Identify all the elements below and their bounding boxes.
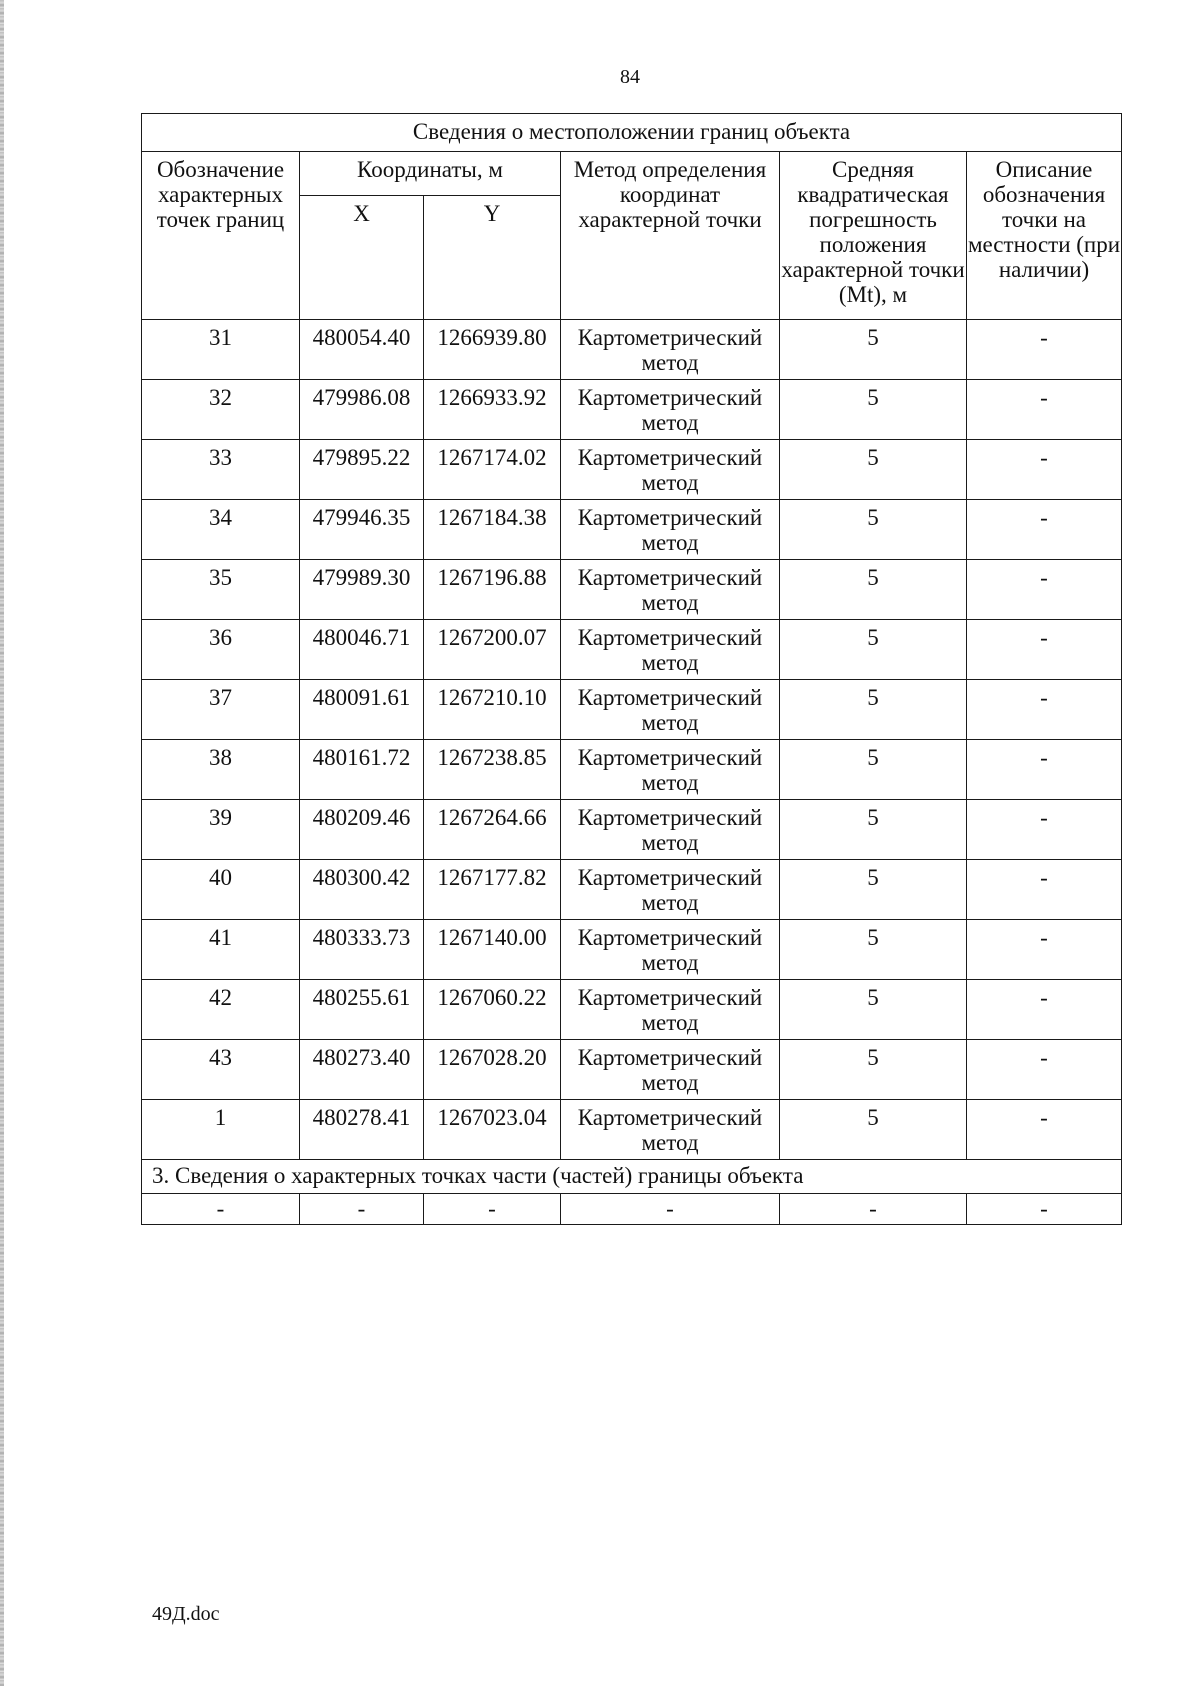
cell-y: 1267264.66 bbox=[424, 800, 561, 860]
table-row bbox=[142, 680, 1122, 740]
cell-x: 480046.71 bbox=[300, 620, 424, 680]
cell-x: 479989.30 bbox=[300, 560, 424, 620]
section-3-title: 3. Сведения о характерных точках части (частей) границы объекта bbox=[142, 1160, 1122, 1194]
footer-filename: 49Д.doc bbox=[152, 1603, 220, 1625]
table-row bbox=[142, 860, 1122, 920]
cell-point: 42 bbox=[142, 980, 300, 1040]
cell-y: 1266939.80 bbox=[424, 320, 561, 380]
cell-method: Картометрический метод bbox=[561, 560, 780, 620]
cell-method: Картометрический метод bbox=[561, 500, 780, 560]
cell-point: 33 bbox=[142, 440, 300, 500]
cell-accuracy: 5 bbox=[780, 1100, 967, 1160]
cell-y: 1267184.38 bbox=[424, 500, 561, 560]
cell-accuracy: 5 bbox=[780, 380, 967, 440]
header-method: Метод определения координат характерной точки bbox=[561, 152, 780, 320]
empty-cell: - bbox=[300, 1194, 424, 1225]
header-description: Описание обозначения точки на местности (при наличии) bbox=[967, 152, 1122, 320]
boundary-coordinates-table bbox=[141, 113, 1122, 1225]
table-row bbox=[142, 1040, 1122, 1100]
cell-y: 1267060.22 bbox=[424, 980, 561, 1040]
cell-point: 38 bbox=[142, 740, 300, 800]
section-3-row bbox=[142, 1160, 1122, 1194]
cell-point: 31 bbox=[142, 320, 300, 380]
cell-description: - bbox=[967, 740, 1122, 800]
table-row bbox=[142, 380, 1122, 440]
cell-method: Картометрический метод bbox=[561, 860, 780, 920]
cell-y: 1267028.20 bbox=[424, 1040, 561, 1100]
cell-point: 35 bbox=[142, 560, 300, 620]
cell-description: - bbox=[967, 620, 1122, 680]
cell-description: - bbox=[967, 500, 1122, 560]
cell-point: 43 bbox=[142, 1040, 300, 1100]
cell-x: 479946.35 bbox=[300, 500, 424, 560]
table-row bbox=[142, 920, 1122, 980]
cell-y: 1267174.02 bbox=[424, 440, 561, 500]
cell-x: 480255.61 bbox=[300, 980, 424, 1040]
cell-method: Картометрический метод bbox=[561, 680, 780, 740]
cell-x: 480209.46 bbox=[300, 800, 424, 860]
cell-x: 479986.08 bbox=[300, 380, 424, 440]
table-row bbox=[142, 560, 1122, 620]
empty-cell: - bbox=[967, 1194, 1122, 1225]
cell-x: 480161.72 bbox=[300, 740, 424, 800]
cell-description: - bbox=[967, 1040, 1122, 1100]
cell-accuracy: 5 bbox=[780, 560, 967, 620]
cell-method: Картометрический метод bbox=[561, 740, 780, 800]
cell-accuracy: 5 bbox=[780, 680, 967, 740]
cell-y: 1267023.04 bbox=[424, 1100, 561, 1160]
table-row bbox=[142, 500, 1122, 560]
cell-description: - bbox=[967, 560, 1122, 620]
cell-point: 40 bbox=[142, 860, 300, 920]
table-row bbox=[142, 800, 1122, 860]
cell-description: - bbox=[967, 380, 1122, 440]
table-row bbox=[142, 320, 1122, 380]
section-3-empty-row bbox=[142, 1194, 1122, 1225]
cell-point: 36 bbox=[142, 620, 300, 680]
cell-method: Картометрический метод bbox=[561, 440, 780, 500]
cell-description: - bbox=[967, 440, 1122, 500]
cell-x: 480273.40 bbox=[300, 1040, 424, 1100]
empty-cell: - bbox=[780, 1194, 967, 1225]
cell-description: - bbox=[967, 920, 1122, 980]
scan-edge bbox=[0, 0, 4, 1686]
table-title: Сведения о местоположении границ объекта bbox=[142, 114, 1122, 152]
cell-point: 1 bbox=[142, 1100, 300, 1160]
empty-cell: - bbox=[142, 1194, 300, 1225]
page-number: 84 bbox=[620, 66, 640, 88]
cell-description: - bbox=[967, 860, 1122, 920]
cell-accuracy: 5 bbox=[780, 1040, 967, 1100]
header-x: X bbox=[300, 196, 424, 320]
cell-y: 1267140.00 bbox=[424, 920, 561, 980]
cell-description: - bbox=[967, 1100, 1122, 1160]
table-row bbox=[142, 440, 1122, 500]
cell-description: - bbox=[967, 980, 1122, 1040]
cell-accuracy: 5 bbox=[780, 980, 967, 1040]
cell-method: Картометрический метод bbox=[561, 920, 780, 980]
cell-point: 37 bbox=[142, 680, 300, 740]
empty-cell: - bbox=[424, 1194, 561, 1225]
cell-accuracy: 5 bbox=[780, 920, 967, 980]
cell-y: 1267210.10 bbox=[424, 680, 561, 740]
cell-description: - bbox=[967, 320, 1122, 380]
cell-y: 1267200.07 bbox=[424, 620, 561, 680]
cell-accuracy: 5 bbox=[780, 620, 967, 680]
header-y: Y bbox=[424, 196, 561, 320]
cell-accuracy: 5 bbox=[780, 800, 967, 860]
cell-x: 480333.73 bbox=[300, 920, 424, 980]
table-row bbox=[142, 1100, 1122, 1160]
cell-y: 1267177.82 bbox=[424, 860, 561, 920]
cell-method: Картометрический метод bbox=[561, 1040, 780, 1100]
cell-method: Картометрический метод bbox=[561, 620, 780, 680]
table-row bbox=[142, 740, 1122, 800]
cell-x: 480054.40 bbox=[300, 320, 424, 380]
cell-x: 479895.22 bbox=[300, 440, 424, 500]
cell-method: Картометрический метод bbox=[561, 800, 780, 860]
cell-point: 39 bbox=[142, 800, 300, 860]
cell-accuracy: 5 bbox=[780, 320, 967, 380]
cell-accuracy: 5 bbox=[780, 500, 967, 560]
cell-point: 34 bbox=[142, 500, 300, 560]
cell-point: 41 bbox=[142, 920, 300, 980]
cell-accuracy: 5 bbox=[780, 860, 967, 920]
cell-method: Картометрический метод bbox=[561, 980, 780, 1040]
cell-x: 480300.42 bbox=[300, 860, 424, 920]
header-accuracy: Средняя квадратическая погрешность положения характерной точки (Mt), м bbox=[780, 152, 967, 320]
cell-y: 1267238.85 bbox=[424, 740, 561, 800]
table-row bbox=[142, 620, 1122, 680]
cell-method: Картометрический метод bbox=[561, 380, 780, 440]
cell-point: 32 bbox=[142, 380, 300, 440]
cell-accuracy: 5 bbox=[780, 740, 967, 800]
cell-y: 1267196.88 bbox=[424, 560, 561, 620]
cell-method: Картометрический метод bbox=[561, 320, 780, 380]
cell-method: Картометрический метод bbox=[561, 1100, 780, 1160]
cell-y: 1266933.92 bbox=[424, 380, 561, 440]
cell-accuracy: 5 bbox=[780, 440, 967, 500]
empty-cell: - bbox=[561, 1194, 780, 1225]
table-row bbox=[142, 980, 1122, 1040]
cell-description: - bbox=[967, 680, 1122, 740]
cell-description: - bbox=[967, 800, 1122, 860]
header-point: Обозначение характерных точек границ bbox=[142, 152, 300, 320]
header-coordinates: Координаты, м bbox=[300, 152, 561, 196]
cell-x: 480278.41 bbox=[300, 1100, 424, 1160]
cell-x: 480091.61 bbox=[300, 680, 424, 740]
